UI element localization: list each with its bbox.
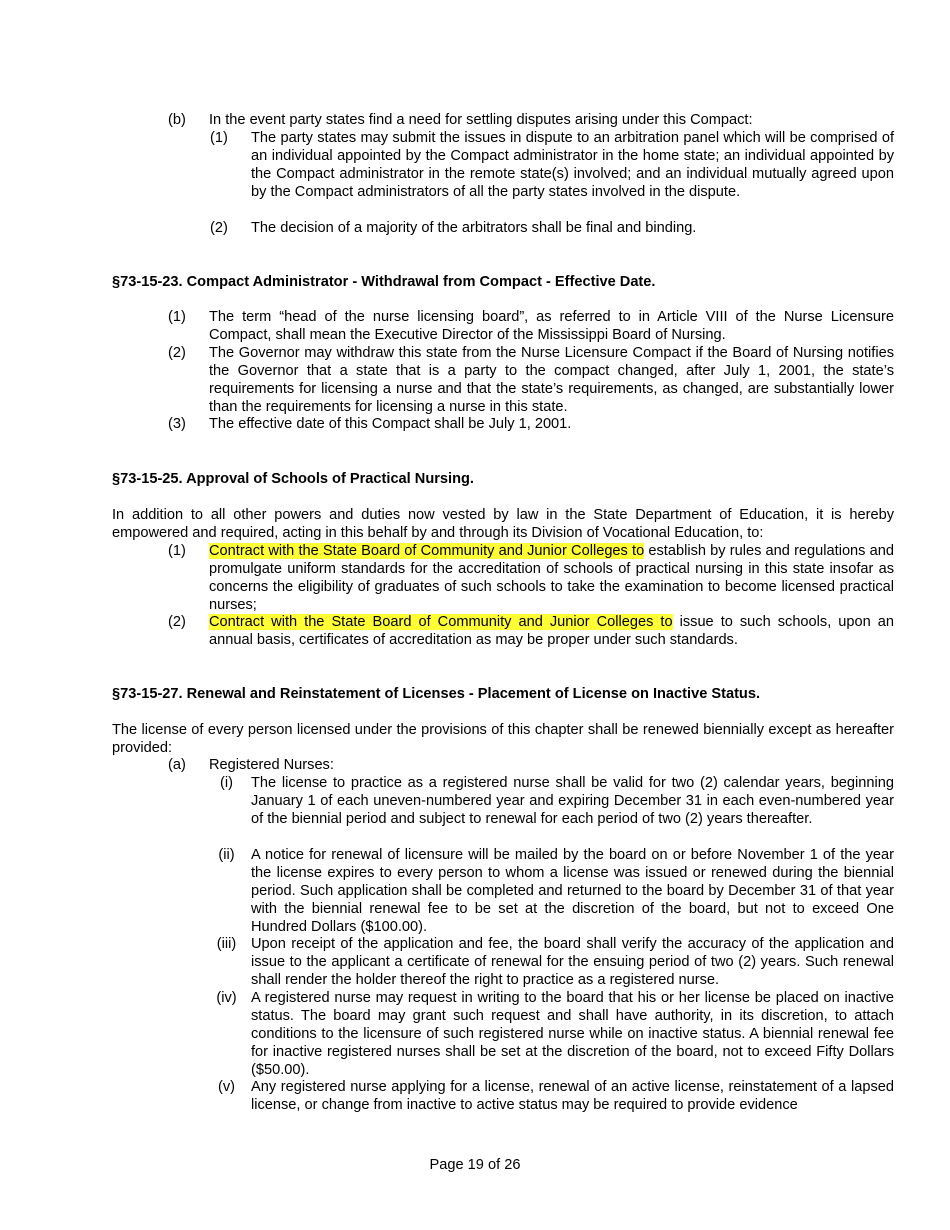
list-item (168, 757, 894, 775)
page-number: Page 19 of 26 (429, 1157, 521, 1173)
list-text: A notice for renewal of licensure will be mailed by the board on or before November 1 of the year the license expires to every person to whom a license was issued or renewed during the biennial period. Such application shall be completed and returned to the board by December 31 of that year with the biennial renewal fee to be set at the discretion of the board, but not to exceed One Hundred Dollars ($100.00). (251, 847, 894, 935)
list-text: The effective date of this Compact shall be July 1, 2001. (209, 416, 572, 432)
list-item (210, 130, 894, 202)
list-marker: (2) (210, 220, 228, 236)
list-text: Upon receipt of the application and fee, the board shall verify the accuracy of the application and issue to the applicant a certificate of renewal for the ensuing period of two (2) years. Such renewal shall render the holder thereof the right to practice as a registered nurse. (251, 936, 894, 988)
highlighted-text: Contract with the State Board of Community and Junior Colleges to (209, 543, 645, 559)
list-text: The party states may submit the issues in dispute to an arbitration panel which will be comprised of an individual appointed by the Compact administrator in the home state; an individual appointed by the Compact administrator in the remote state(s) involved; and an individual mutually agreed upon by the Compact administrators of all the party states involved in the dispute. (251, 130, 894, 200)
list-text: The term “head of the nurse licensing board”, as referred to in Article VIII of the Nurse Licensure Compact, shall mean the Executive Director of the Mississippi Board of Nursing. (209, 309, 894, 343)
paragraph: In addition to all other powers and duties now vested by law in the State Department of Education, it is hereby empowered and required, acting in this behalf by and through its Division of Vocational Education, to: (112, 507, 894, 541)
list-item (208, 1079, 894, 1115)
list-item (208, 847, 894, 937)
list-marker: (ii) (218, 847, 235, 863)
list-item (168, 345, 894, 417)
list-text: Contract with the State Board of Community and Junior Colleges to issue to such schools, upon an annual basis, certificates of accreditation as may be proper under such standards. (209, 614, 894, 648)
list-marker: (v) (217, 1079, 236, 1095)
list-marker: (a) (168, 757, 186, 773)
list-item (208, 775, 894, 829)
list-marker: (b) (168, 112, 186, 128)
list-marker: (1) (168, 309, 186, 325)
list-marker: (iii) (216, 936, 237, 952)
list-text: The decision of a majority of the arbitrators shall be final and binding. (251, 220, 697, 236)
list-marker: (2) (168, 614, 186, 630)
list-marker: (i) (220, 775, 233, 791)
list-text: In the event party states find a need for settling disputes arising under this Compact: (209, 112, 753, 128)
highlighted-text: Contract with the State Board of Community and Junior Colleges to (209, 614, 673, 630)
list-text: Registered Nurses: (209, 757, 334, 773)
list-marker: (iv) (216, 990, 237, 1006)
list-marker: (3) (168, 416, 186, 432)
list-item (168, 112, 894, 130)
list-item (168, 543, 894, 615)
section-heading: §73-15-23. Compact Administrator - Withdrawal from Compact - Effective Date. (112, 274, 656, 290)
list-text: The license to practice as a registered nurse shall be valid for two (2) calendar years, beginning January 1 of each uneven-numbered year and expiring December 31 in each even-numbered year of the biennial period and subject to renewal for each period of two (2) years thereafter. (251, 775, 894, 827)
list-item (208, 990, 894, 1080)
list-text: Contract with the State Board of Community and Junior Colleges to establish by rules and regulations and promulgate uniform standards for the accreditation of schools of practical nursing in this state insofar as concerns the eligibility of graduates of such schools to take the examination to become licensed practical nurses; (209, 543, 894, 613)
list-item (210, 220, 894, 238)
paragraph: The license of every person licensed under the provisions of this chapter shall be renewed biennially except as hereafter provided: (112, 722, 894, 756)
list-marker: (1) (210, 130, 228, 146)
section-heading: §73-15-27. Renewal and Reinstatement of Licenses - Placement of License on Inactive Status. (112, 686, 761, 702)
list-marker: (2) (168, 345, 186, 361)
list-item (208, 936, 894, 990)
list-text: Any registered nurse applying for a license, renewal of an active license, reinstatement of a lapsed license, or change from inactive to active status may be required to provide evidence (251, 1079, 894, 1113)
list-marker: (1) (168, 543, 186, 559)
section-heading: §73-15-25. Approval of Schools of Practical Nursing. (112, 471, 474, 487)
list-item (168, 614, 894, 650)
list-text: A registered nurse may request in writing to the board that his or her license be placed on inactive status. The board may grant such request and shall have authority, in its discretion, to attach conditions to the licensure of such registered nurse while on inactive status. A biennial renewal fee for inactive registered nurses shall be set at the discretion of the board, not to exceed Fifty Dollars ($50.00). (251, 990, 894, 1078)
list-text: The Governor may withdraw this state from the Nurse Licensure Compact if the Board of Nursing notifies the Governor that a state that is a party to the compact changed, after July 1, 2001, the state’s requirements for licensing a nurse and that the state’s requirements, as changed, are substantially lower than the requirements for licensing a nurse in this state. (209, 345, 894, 415)
list-item (168, 416, 894, 434)
list-item (168, 309, 894, 345)
